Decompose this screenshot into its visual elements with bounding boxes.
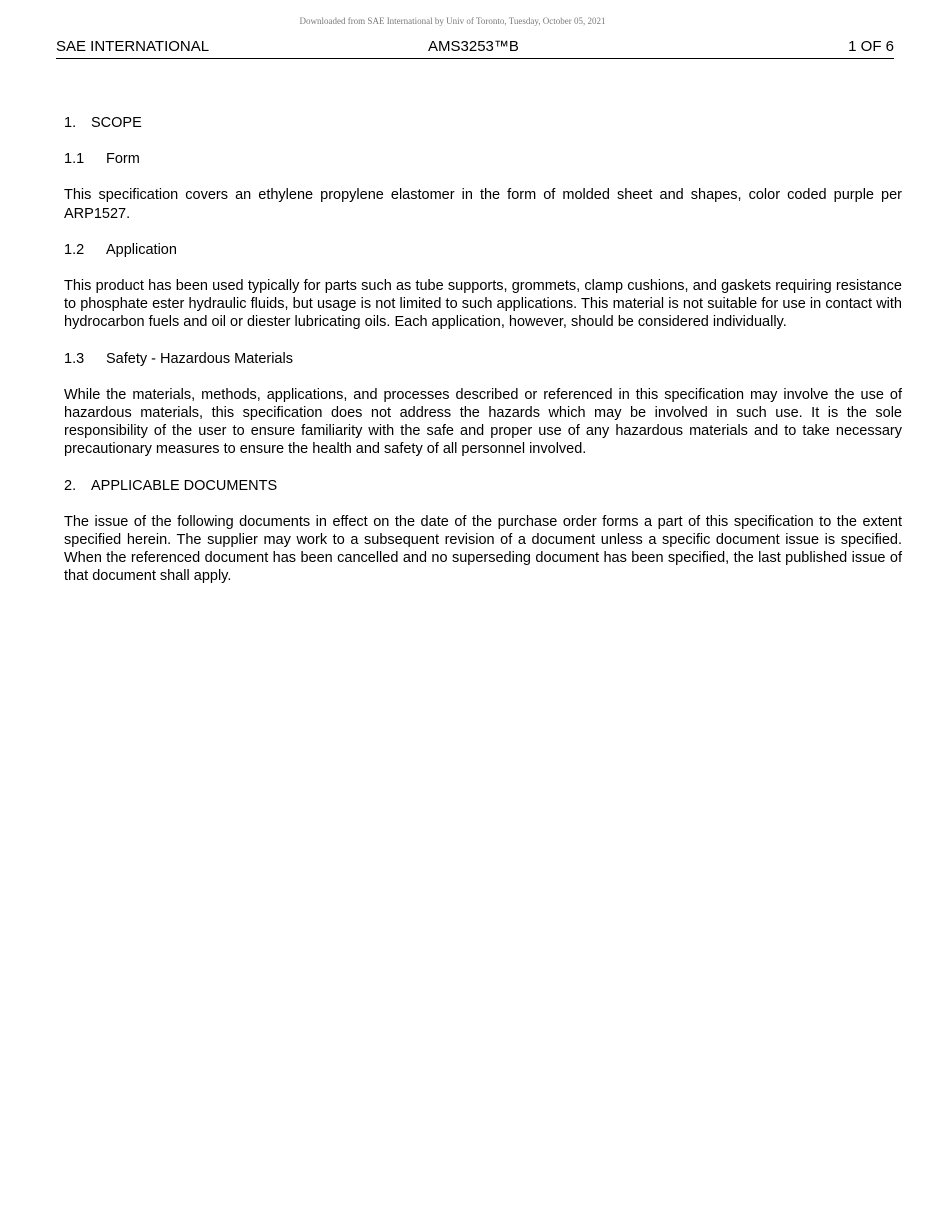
section-title: Application (106, 241, 177, 258)
header-publisher: SAE INTERNATIONAL (56, 38, 210, 55)
section-number: 2. (64, 477, 77, 494)
section-title: Form (106, 151, 140, 168)
section-title: SCOPE (91, 115, 142, 131)
header-page-number: 1 OF 6 (848, 38, 894, 55)
section-title: APPLICABLE DOCUMENTS (91, 477, 278, 494)
section-number: 1.3 (64, 350, 85, 367)
section-heading-safety (64, 350, 902, 368)
document-body (64, 114, 902, 604)
paragraph-application: This product has been used typically for parts such as tube supports, grommets, clamp cushions, and gaskets requiring resistance to phosphate ester hydraulic fluids, but usage is not limited to such applications. This material is not suitable for use in contact with hydrocarbon fuels and oil or diester lubricating oils. Each application, however, should be considered individually. (64, 278, 902, 331)
section-number: 1.2 (64, 241, 85, 258)
section-title: Safety - Hazardous Materials (106, 350, 293, 367)
paragraph-safety: While the materials, methods, applications, and processes described or referenced in this specification may involve the use of hazardous materials, this specification does not address the hazards which may be involved in such use. It is the sole responsibility of the user to ensure familiarity with the safe and proper use of any hazardous materials and to take necessary precautionary measures to ensure the health and safety of all personnel involved. (64, 386, 902, 458)
paragraph-form: This specification covers an ethylene propylene elastomer in the form of molded sheet and shapes, color coded purple per ARP1527. (64, 187, 902, 222)
header-document-number: AMS3253™B (428, 38, 519, 55)
page-header (56, 38, 894, 59)
section-number: 1.1 (64, 151, 85, 168)
paragraph-applicable-documents: The issue of the following documents in effect on the date of the purchase order forms a part of this specification to the extent specified herein. The supplier may work to a subsequent revision of a document unless a specific document issue is specified. When the referenced document has been cancelled and no superseding document has been specified, the last published issue of that document shall apply. (64, 513, 902, 585)
section-number: 1. (64, 115, 77, 131)
section-heading-applicable-documents (64, 477, 902, 495)
section-heading-application (64, 241, 902, 259)
section-heading-scope (64, 114, 902, 132)
download-notice: Downloaded from SAE International by Univ of Toronto, Tuesday, October 05, 2021 (299, 16, 606, 26)
section-heading-form (64, 150, 902, 168)
